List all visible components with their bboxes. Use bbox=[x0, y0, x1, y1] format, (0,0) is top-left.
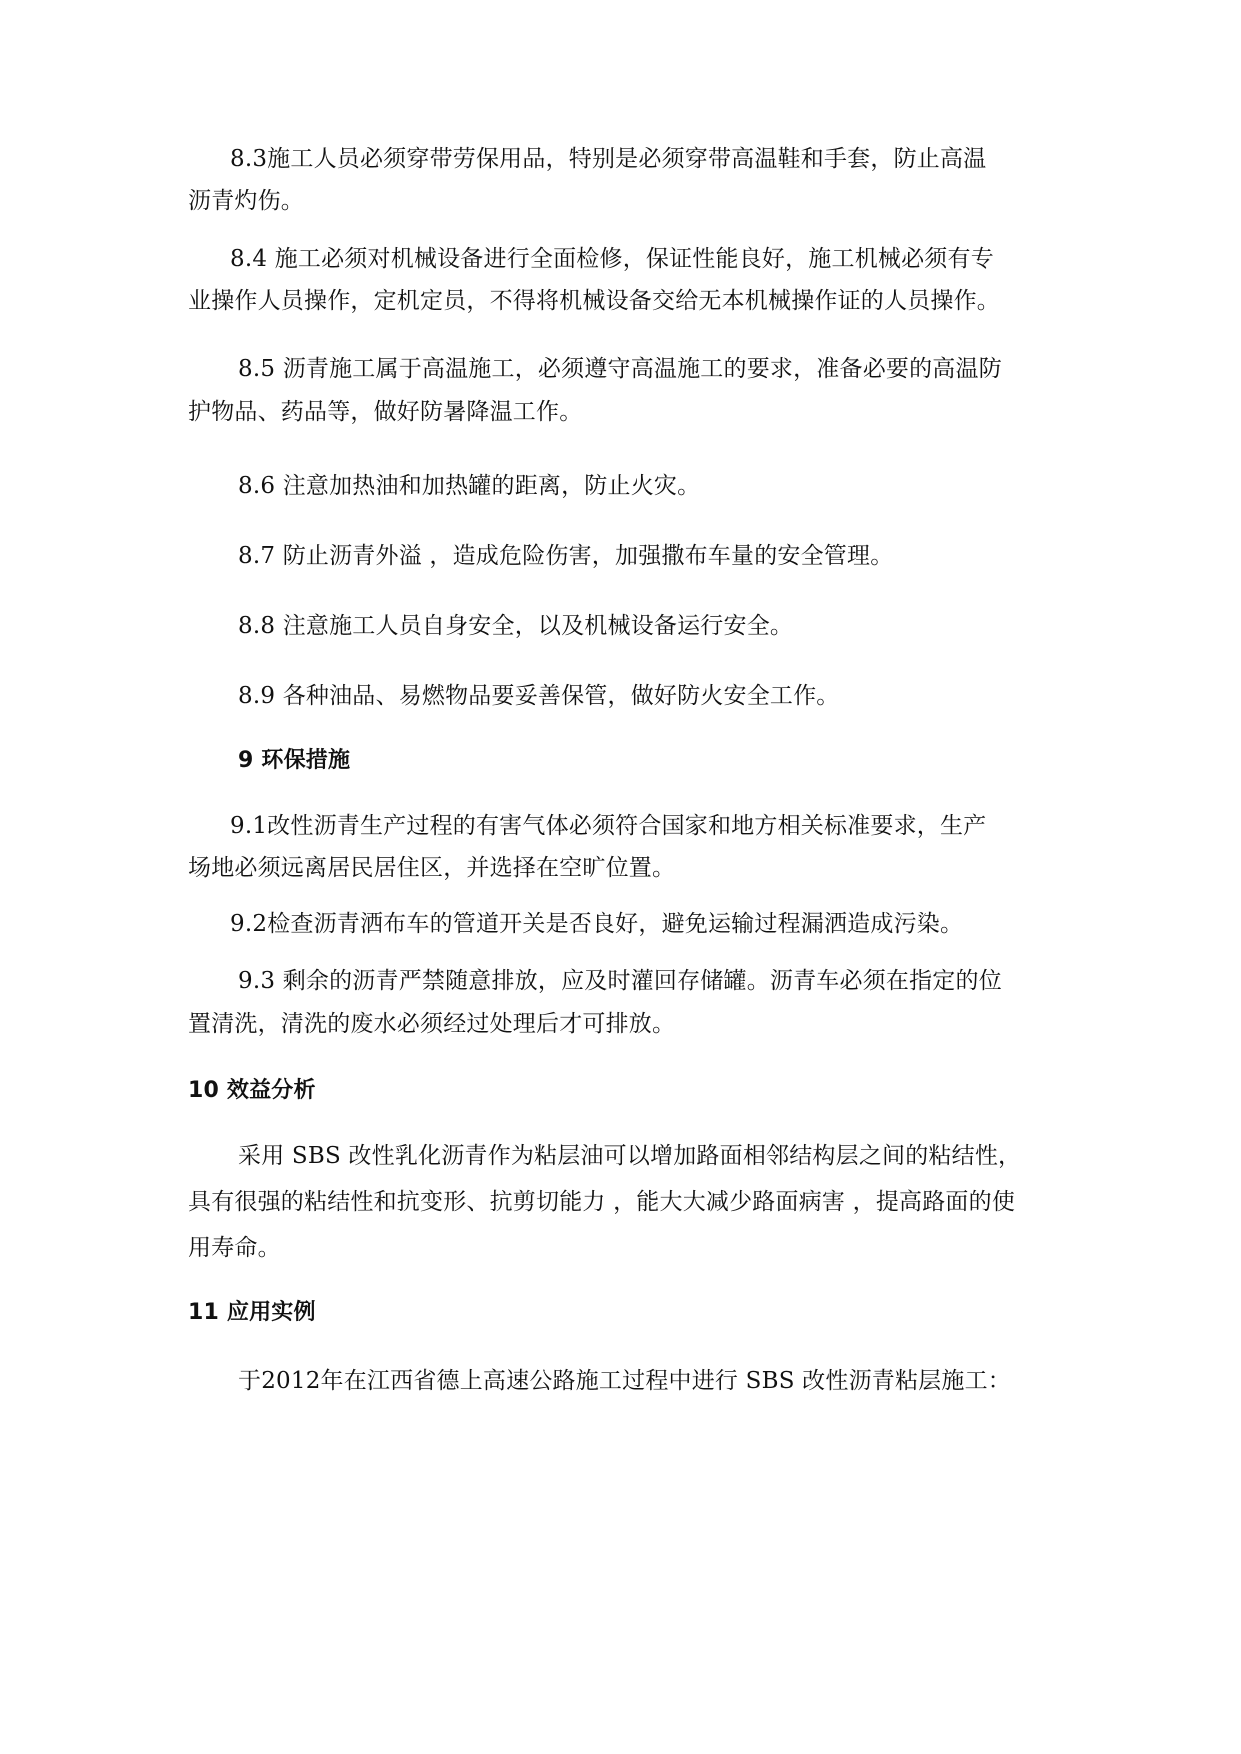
section-9-1-line-1: 9.1改性沥青生产过程的有害气体必须符合国家和地方相关标准要求，生产 bbox=[230, 813, 987, 839]
section-10-line-1: 采用 SBS 改性乳化沥青作为粘层油可以增加路面相邻结构层之间的粘结性， bbox=[238, 1143, 1022, 1169]
section-8-8: 8.8 注意施工人员自身安全，以及机械设备运行安全。 bbox=[238, 613, 794, 639]
heading-9: 9 环保措施 bbox=[238, 748, 351, 773]
section-11-paragraph: 于2012年在江西省德上高速公路施工过程中进行 SBS 改性沥青粘层施工： bbox=[238, 1368, 1011, 1394]
section-8-3-line-2: 沥青灼伤。 bbox=[188, 188, 304, 214]
heading-10: 10 效益分析 bbox=[188, 1078, 316, 1103]
section-8-9: 8.9 各种油品、易燃物品要妥善保管，做好防火安全工作。 bbox=[238, 683, 840, 709]
section-8-6: 8.6 注意加热油和加热罐的距离，防止火灾。 bbox=[238, 473, 701, 499]
section-9-1-line-2: 场地必须远离居民居住区，并选择在空旷位置。 bbox=[188, 855, 676, 881]
section-10-line-3: 用寿命。 bbox=[188, 1235, 281, 1261]
section-10-line-2: 具有很强的粘结性和抗变形、抗剪切能力 ，能大大减少路面病害 ，提高路面的使 bbox=[188, 1189, 1016, 1215]
section-9-3-line-1: 9.3 剩余的沥青严禁随意排放，应及时灌回存储罐。沥青车必须在指定的位 bbox=[238, 968, 1002, 994]
section-8-5-line-1: 8.5 沥青施工属于高温施工，必须遵守高温施工的要求，准备必要的高温防 bbox=[238, 356, 1002, 382]
section-9-3-line-2: 置清洗，清洗的废水必须经过处理后才可排放。 bbox=[188, 1011, 676, 1037]
heading-11: 11 应用实例 bbox=[188, 1300, 316, 1325]
section-8-5-line-2: 护物品、药品等，做好防暑降温工作。 bbox=[188, 399, 583, 425]
section-9-2: 9.2检查沥青洒布车的管道开关是否良好，避免运输过程漏洒造成污染。 bbox=[230, 911, 964, 937]
section-8-7: 8.7 防止沥青外溢 ，造成危险伤害，加强撒布车量的安全管理。 bbox=[238, 543, 894, 569]
section-8-3-line-1: 8.3施工人员必须穿带劳保用品，特别是必须穿带高温鞋和手套，防止高温 bbox=[230, 146, 987, 172]
section-8-4-line-1: 8.4 施工必须对机械设备进行全面检修，保证性能良好，施工机械必须有专 bbox=[230, 246, 994, 272]
section-8-4-line-2: 业操作人员操作，定机定员，不得将机械设备交给无本机械操作证的人员操作。 bbox=[188, 288, 1000, 314]
